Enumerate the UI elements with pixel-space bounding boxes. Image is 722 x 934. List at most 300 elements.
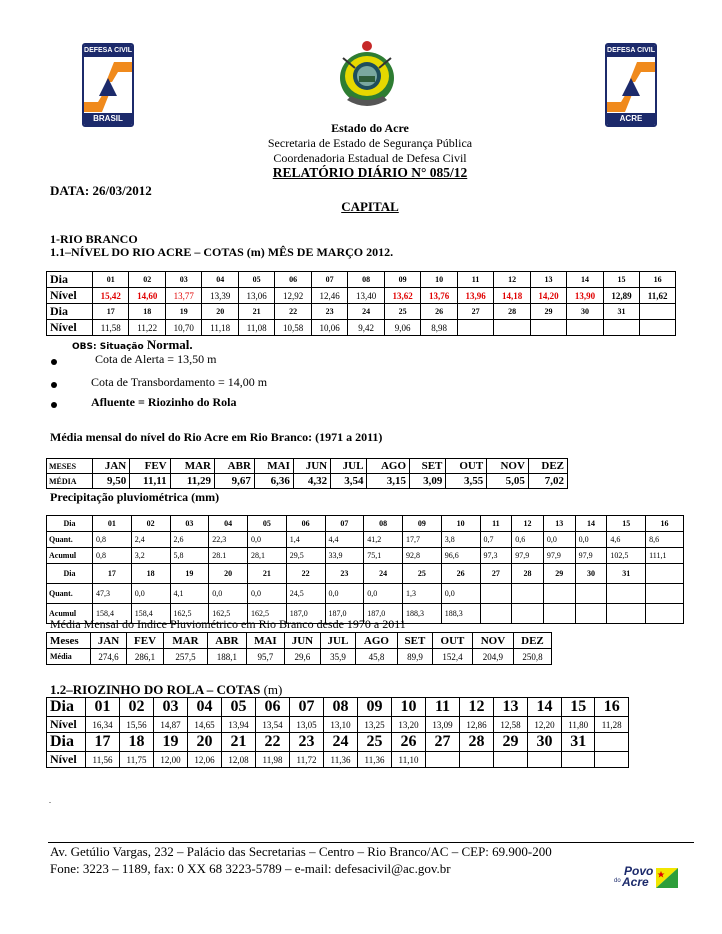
month-cell: ABR bbox=[214, 459, 254, 474]
value-cell: 5,05 bbox=[487, 474, 529, 489]
row-label-meses: MESES bbox=[47, 459, 93, 474]
day-cell: 25 bbox=[358, 733, 392, 752]
month-cell: JAN bbox=[91, 633, 127, 649]
day-cell: 05 bbox=[222, 698, 256, 717]
quant-cell: 0,0 bbox=[543, 532, 575, 548]
level-cell: 11,36 bbox=[324, 752, 358, 768]
level-cell: 11,10 bbox=[392, 752, 426, 768]
table-row bbox=[47, 633, 552, 649]
quant-cell: 0,8 bbox=[93, 532, 132, 548]
row-label-nivel: Nível bbox=[47, 717, 86, 733]
row-label-media: Média bbox=[47, 649, 91, 665]
day-cell: 07 bbox=[325, 516, 364, 532]
defesa-civil-emblem-icon bbox=[84, 58, 132, 116]
day-cell: 29 bbox=[530, 304, 566, 320]
acumul-cell: 28,1 bbox=[248, 548, 287, 564]
quant-cell: 4,4 bbox=[325, 532, 364, 548]
obs-status-value: Normal. bbox=[146, 337, 193, 352]
level-cell: 11,18 bbox=[202, 320, 238, 336]
level-cell: 14,65 bbox=[188, 717, 222, 733]
acumul-cell: 97,9 bbox=[575, 548, 607, 564]
report-title: RELATÓRIO DIÁRIO N° 085/12 bbox=[272, 165, 468, 180]
acre-flag-icon bbox=[656, 868, 678, 888]
quant-cell: 24,5 bbox=[286, 584, 325, 604]
level-cell: 12,00 bbox=[154, 752, 188, 768]
quant-cell bbox=[512, 584, 544, 604]
day-cell: 26 bbox=[441, 564, 480, 584]
day-cell: 28 bbox=[460, 733, 494, 752]
day-cell: 25 bbox=[384, 304, 420, 320]
acumul-cell: 3,2 bbox=[131, 548, 170, 564]
day-cell: 13 bbox=[543, 516, 575, 532]
level-cell: 11,56 bbox=[86, 752, 120, 768]
day-cell: 10 bbox=[441, 516, 480, 532]
value-cell: 3,55 bbox=[446, 474, 487, 489]
day-cell: 03 bbox=[154, 698, 188, 717]
quant-cell: 0,0 bbox=[441, 584, 480, 604]
value-cell: 11,29 bbox=[170, 474, 214, 489]
day-cell: 14 bbox=[575, 516, 607, 532]
day-cell: 17 bbox=[93, 564, 132, 584]
acumul-cell: 102,5 bbox=[607, 548, 646, 564]
stray-dot: . bbox=[49, 796, 51, 805]
row-label-dia: Dia bbox=[47, 272, 93, 288]
level-cell: 13,10 bbox=[324, 717, 358, 733]
day-cell: 14 bbox=[567, 272, 603, 288]
value-cell: 9,50 bbox=[93, 474, 130, 489]
level-cell bbox=[562, 752, 595, 768]
day-cell: 06 bbox=[256, 698, 290, 717]
row-label-media: MÉDIA bbox=[47, 474, 93, 489]
day-cell: 15 bbox=[607, 516, 646, 532]
day-cell: 18 bbox=[129, 304, 165, 320]
level-cell: 13,40 bbox=[348, 288, 384, 304]
acumul-cell: 162,5 bbox=[248, 604, 287, 624]
day-cell: 15 bbox=[562, 698, 595, 717]
level-cell bbox=[528, 752, 562, 768]
month-cell: ABR bbox=[207, 633, 246, 649]
acumul-cell: 92,8 bbox=[403, 548, 442, 564]
table-row bbox=[47, 516, 684, 532]
logo-text-acre: Acre bbox=[622, 875, 649, 889]
level-cell: 13,94 bbox=[222, 717, 256, 733]
acumul-cell bbox=[646, 604, 684, 624]
rio-acre-level-title: 1.1–NÍVEL DO RIO ACRE – COTAS (m) MÊS DE MARÇO 2012. bbox=[50, 245, 394, 259]
value-cell: 152,4 bbox=[432, 649, 472, 665]
acumul-cell: 162,5 bbox=[170, 604, 209, 624]
month-cell: OUT bbox=[432, 633, 472, 649]
riozinho-unit: (m) bbox=[260, 682, 283, 697]
day-cell: 23 bbox=[325, 564, 364, 584]
acumul-cell: 187,0 bbox=[325, 604, 364, 624]
level-cell: 11,72 bbox=[290, 752, 324, 768]
quant-cell: 8,6 bbox=[646, 532, 684, 548]
day-cell: 03 bbox=[170, 516, 209, 532]
day-cell: 19 bbox=[165, 304, 201, 320]
quant-cell: 1,3 bbox=[403, 584, 442, 604]
bullet-icon bbox=[51, 359, 57, 365]
acumul-cell: 96,6 bbox=[441, 548, 480, 564]
day-cell: 11 bbox=[457, 272, 493, 288]
level-cell: 12,89 bbox=[603, 288, 639, 304]
acumul-cell bbox=[575, 604, 607, 624]
day-cell: 04 bbox=[188, 698, 222, 717]
value-cell: 204,9 bbox=[472, 649, 513, 665]
quant-cell: 4,1 bbox=[170, 584, 209, 604]
day-cell: 02 bbox=[129, 272, 165, 288]
table-row bbox=[47, 474, 568, 489]
day-cell: 02 bbox=[120, 698, 154, 717]
value-cell: 274,6 bbox=[91, 649, 127, 665]
day-cell: 30 bbox=[528, 733, 562, 752]
quant-cell: 17,7 bbox=[403, 532, 442, 548]
acumul-cell: 97,9 bbox=[512, 548, 544, 564]
day-cell: 14 bbox=[528, 698, 562, 717]
month-cell: FEV bbox=[127, 633, 164, 649]
footer-divider bbox=[48, 842, 694, 843]
acumul-cell: 97,9 bbox=[543, 548, 575, 564]
day-cell: 13 bbox=[530, 272, 566, 288]
acre-coat-of-arms-icon bbox=[337, 38, 397, 112]
logo-text-do: do bbox=[614, 878, 621, 884]
month-cell: NOV bbox=[472, 633, 513, 649]
day-cell: 27 bbox=[426, 733, 460, 752]
value-cell: 4,32 bbox=[293, 474, 330, 489]
table-row bbox=[47, 304, 676, 320]
acumul-cell: 75,1 bbox=[364, 548, 403, 564]
day-cell: 21 bbox=[248, 564, 287, 584]
precipitation-title: Precipitação pluviométrica (mm) bbox=[50, 490, 220, 504]
acumul-cell bbox=[480, 604, 512, 624]
level-cell: 12,46 bbox=[311, 288, 347, 304]
tributary-text: Afluente = Riozinho do Rola bbox=[91, 395, 237, 409]
quant-cell bbox=[607, 584, 646, 604]
value-cell: 286,1 bbox=[127, 649, 164, 665]
povo-do-acre-logo bbox=[612, 866, 680, 896]
month-cell: MAR bbox=[164, 633, 208, 649]
level-cell: 12,58 bbox=[494, 717, 528, 733]
acumul-cell: 187,0 bbox=[286, 604, 325, 624]
level-cell: 10,06 bbox=[311, 320, 347, 336]
table-row bbox=[47, 698, 629, 717]
level-cell bbox=[494, 320, 530, 336]
bullet-icon bbox=[51, 402, 57, 408]
month-cell: MAI bbox=[254, 459, 293, 474]
day-cell: 17 bbox=[86, 733, 120, 752]
level-cell bbox=[567, 320, 603, 336]
day-cell: 07 bbox=[311, 272, 347, 288]
value-cell: 3,54 bbox=[331, 474, 367, 489]
quant-cell bbox=[480, 584, 512, 604]
acumul-cell: 5,8 bbox=[170, 548, 209, 564]
level-cell-alert: 13,77 bbox=[165, 288, 201, 304]
day-cell: 11 bbox=[426, 698, 460, 717]
level-cell: 9,06 bbox=[384, 320, 420, 336]
day-cell: 19 bbox=[154, 733, 188, 752]
level-cell bbox=[640, 320, 676, 336]
quant-cell: 2,4 bbox=[131, 532, 170, 548]
obs-label: OBS: Situação bbox=[72, 342, 147, 352]
acumul-cell bbox=[512, 604, 544, 624]
day-cell: 30 bbox=[575, 564, 607, 584]
level-cell-alert: 14,18 bbox=[494, 288, 530, 304]
state-name: Estado do Acre bbox=[331, 121, 409, 135]
table-row bbox=[47, 584, 684, 604]
day-cell: 27 bbox=[457, 304, 493, 320]
level-cell: 13,20 bbox=[392, 717, 426, 733]
level-cell: 13,09 bbox=[426, 717, 460, 733]
level-cell-alert: 15,42 bbox=[93, 288, 129, 304]
quant-cell: 3,8 bbox=[441, 532, 480, 548]
quant-cell: 4,6 bbox=[607, 532, 646, 548]
level-cell: 12,86 bbox=[460, 717, 494, 733]
level-cell: 12,08 bbox=[222, 752, 256, 768]
day-cell: 29 bbox=[494, 733, 528, 752]
level-cell bbox=[460, 752, 494, 768]
quant-cell bbox=[646, 584, 684, 604]
row-label-nivel: Nível bbox=[47, 320, 93, 336]
month-cell: JAN bbox=[93, 459, 130, 474]
level-cell-alert: 13,76 bbox=[421, 288, 457, 304]
level-cell-alert: 14,20 bbox=[530, 288, 566, 304]
value-cell: 3,15 bbox=[367, 474, 410, 489]
day-cell: 01 bbox=[93, 516, 132, 532]
table-row bbox=[47, 288, 676, 304]
row-label-acumul: Acumul bbox=[47, 604, 93, 624]
quant-cell: 0,0 bbox=[575, 532, 607, 548]
day-cell: 25 bbox=[403, 564, 442, 584]
defesa-civil-emblem-icon bbox=[607, 58, 655, 116]
footer-contact: Fone: 3223 – 1189, fax: 0 XX 68 3223-5789 – e-mail: defesacivil@ac.gov.br bbox=[50, 861, 451, 876]
acumul-cell: 187,0 bbox=[364, 604, 403, 624]
value-cell: 35,9 bbox=[320, 649, 355, 665]
month-cell: AGO bbox=[367, 459, 410, 474]
monthly-rain-table bbox=[46, 632, 552, 665]
day-cell: 18 bbox=[131, 564, 170, 584]
day-cell: 24 bbox=[324, 733, 358, 752]
level-cell: 13,05 bbox=[290, 717, 324, 733]
day-cell: 15 bbox=[603, 272, 639, 288]
day-cell: 09 bbox=[358, 698, 392, 717]
row-label-dia: Dia bbox=[47, 733, 86, 752]
level-cell: 11,58 bbox=[93, 320, 129, 336]
value-cell: 3,09 bbox=[410, 474, 446, 489]
riozinho-levels-table bbox=[46, 697, 629, 768]
day-cell: 16 bbox=[646, 516, 684, 532]
row-label-nivel: Nível bbox=[47, 288, 93, 304]
acumul-cell bbox=[543, 604, 575, 624]
level-cell: 13,25 bbox=[358, 717, 392, 733]
day-cell: 31 bbox=[562, 733, 595, 752]
value-cell: 9,67 bbox=[214, 474, 254, 489]
row-label-quant: Quant. bbox=[47, 532, 93, 548]
day-cell: 08 bbox=[324, 698, 358, 717]
row-label-meses: Meses bbox=[47, 633, 91, 649]
acumul-cell: 28.1 bbox=[209, 548, 248, 564]
value-cell: 89,9 bbox=[397, 649, 432, 665]
quant-cell: 2,6 bbox=[170, 532, 209, 548]
day-cell: 16 bbox=[595, 698, 629, 717]
level-cell bbox=[603, 320, 639, 336]
section-rio-branco-title: 1-RIO BRANCO bbox=[50, 232, 138, 246]
day-cell: 20 bbox=[188, 733, 222, 752]
day-cell: 05 bbox=[248, 516, 287, 532]
table-row bbox=[47, 564, 684, 584]
month-cell: NOV bbox=[487, 459, 529, 474]
day-cell: 04 bbox=[202, 272, 238, 288]
level-cell-alert: 13,62 bbox=[384, 288, 420, 304]
day-cell: 05 bbox=[238, 272, 274, 288]
day-cell: 27 bbox=[480, 564, 512, 584]
table-row bbox=[47, 532, 684, 548]
day-cell: 13 bbox=[494, 698, 528, 717]
footer-address: Av. Getúlio Vargas, 232 – Palácio das Secretarias – Centro – Rio Branco/AC – CEP: 69.900-200 bbox=[50, 844, 552, 859]
quant-cell: 0,0 bbox=[209, 584, 248, 604]
level-cell: 11,62 bbox=[640, 288, 676, 304]
day-cell: 31 bbox=[607, 564, 646, 584]
level-cell: 11,28 bbox=[595, 717, 629, 733]
day-cell: 19 bbox=[170, 564, 209, 584]
level-cell-alert: 13,90 bbox=[567, 288, 603, 304]
day-cell bbox=[646, 564, 684, 584]
day-cell: 21 bbox=[222, 733, 256, 752]
table-row bbox=[47, 548, 684, 564]
quant-cell: 0,7 bbox=[480, 532, 512, 548]
month-cell: JUN bbox=[293, 459, 330, 474]
quant-cell bbox=[543, 584, 575, 604]
table-row bbox=[47, 752, 629, 768]
row-label-dia: Dia bbox=[47, 564, 93, 584]
quant-cell: 0,0 bbox=[325, 584, 364, 604]
day-cell: 31 bbox=[603, 304, 639, 320]
precipitation-table bbox=[46, 515, 684, 624]
level-cell: 10,70 bbox=[165, 320, 201, 336]
level-cell: 12,06 bbox=[188, 752, 222, 768]
level-cell: 12,92 bbox=[275, 288, 311, 304]
level-cell: 9,42 bbox=[348, 320, 384, 336]
level-cell: 16,34 bbox=[86, 717, 120, 733]
quant-cell: 41,2 bbox=[364, 532, 403, 548]
level-cell bbox=[457, 320, 493, 336]
month-cell: FEV bbox=[130, 459, 170, 474]
value-cell: 29,6 bbox=[284, 649, 320, 665]
month-cell: DEZ bbox=[513, 633, 551, 649]
day-cell: 16 bbox=[640, 272, 676, 288]
day-cell: 30 bbox=[567, 304, 603, 320]
day-cell: 26 bbox=[421, 304, 457, 320]
riozinho-title-text: 1.2–RIOZINHO DO ROLA – COTAS bbox=[50, 682, 261, 697]
day-cell: 12 bbox=[512, 516, 544, 532]
level-cell: 11,75 bbox=[120, 752, 154, 768]
level-cell-alert: 14,60 bbox=[129, 288, 165, 304]
level-cell: 12,20 bbox=[528, 717, 562, 733]
row-label-dia: Dia bbox=[47, 698, 86, 717]
riozinho-title bbox=[50, 682, 282, 698]
level-cell: 14,87 bbox=[154, 717, 188, 733]
month-cell: DEZ bbox=[528, 459, 567, 474]
level-cell: 13,54 bbox=[256, 717, 290, 733]
monthly-rain-title: Média Mensal do Indice Pluviométrico em Rio Branco desde 1970 a 2011 bbox=[50, 617, 406, 631]
quant-cell: 0,0 bbox=[131, 584, 170, 604]
day-cell: 28 bbox=[494, 304, 530, 320]
quant-cell bbox=[575, 584, 607, 604]
day-cell: 20 bbox=[209, 564, 248, 584]
level-cell: 15,56 bbox=[120, 717, 154, 733]
table-row bbox=[47, 733, 629, 752]
logo-right-top-text: DEFESA CIVIL bbox=[607, 45, 655, 57]
day-cell: 08 bbox=[364, 516, 403, 532]
value-cell: 257,5 bbox=[164, 649, 208, 665]
day-cell bbox=[595, 733, 629, 752]
day-cell: 20 bbox=[202, 304, 238, 320]
day-cell: 07 bbox=[290, 698, 324, 717]
day-cell: 12 bbox=[494, 272, 530, 288]
day-cell: 17 bbox=[93, 304, 129, 320]
day-cell: 09 bbox=[403, 516, 442, 532]
day-cell: 02 bbox=[131, 516, 170, 532]
day-cell: 06 bbox=[286, 516, 325, 532]
row-label-nivel: Nível bbox=[47, 752, 86, 768]
level-cell: 13,39 bbox=[202, 288, 238, 304]
month-cell: AGO bbox=[355, 633, 397, 649]
acumul-cell: 0,8 bbox=[93, 548, 132, 564]
acumul-cell: 33,9 bbox=[325, 548, 364, 564]
day-cell: 01 bbox=[93, 272, 129, 288]
acumul-cell: 158,4 bbox=[131, 604, 170, 624]
alert-level-text: Cota de Alerta = 13,50 m bbox=[95, 352, 217, 366]
month-cell: SET bbox=[397, 633, 432, 649]
level-cell bbox=[530, 320, 566, 336]
acumul-cell: 188,3 bbox=[441, 604, 480, 624]
level-cell bbox=[595, 752, 629, 768]
day-cell: 29 bbox=[543, 564, 575, 584]
day-cell: 12 bbox=[460, 698, 494, 717]
day-cell: 08 bbox=[348, 272, 384, 288]
value-cell: 45,8 bbox=[355, 649, 397, 665]
row-label-dia: Dia bbox=[47, 304, 93, 320]
day-cell: 10 bbox=[421, 272, 457, 288]
day-cell: 26 bbox=[392, 733, 426, 752]
secretariat-name: Secretaria de Estado de Segurança Pública bbox=[267, 136, 473, 150]
acumul-cell: 97,3 bbox=[480, 548, 512, 564]
level-cell: 10,58 bbox=[275, 320, 311, 336]
quant-cell: 1,4 bbox=[286, 532, 325, 548]
day-cell bbox=[640, 304, 676, 320]
value-cell: 6,36 bbox=[254, 474, 293, 489]
defesa-civil-acre-logo bbox=[605, 43, 657, 127]
value-cell: 95,7 bbox=[246, 649, 284, 665]
value-cell: 250,8 bbox=[513, 649, 551, 665]
month-cell: JUL bbox=[331, 459, 367, 474]
table-row bbox=[47, 649, 552, 665]
day-cell: 22 bbox=[256, 733, 290, 752]
value-cell: 188,1 bbox=[207, 649, 246, 665]
monthly-level-table bbox=[46, 458, 568, 489]
day-cell: 28 bbox=[512, 564, 544, 584]
quant-cell: 0,0 bbox=[248, 532, 287, 548]
logo-left-top-text: DEFESA CIVIL bbox=[84, 45, 132, 57]
day-cell: 22 bbox=[286, 564, 325, 584]
day-cell: 06 bbox=[275, 272, 311, 288]
level-cell bbox=[426, 752, 460, 768]
logo-right-bottom-text: ACRE bbox=[607, 113, 655, 125]
quant-cell: 0,0 bbox=[364, 584, 403, 604]
table-row bbox=[47, 717, 629, 733]
level-cell: 11,98 bbox=[256, 752, 290, 768]
quant-cell: 22,3 bbox=[209, 532, 248, 548]
monthly-level-title: Média mensal do nível do Rio Acre em Rio Branco: (1971 a 2011) bbox=[50, 430, 383, 444]
value-cell: 7,02 bbox=[528, 474, 567, 489]
